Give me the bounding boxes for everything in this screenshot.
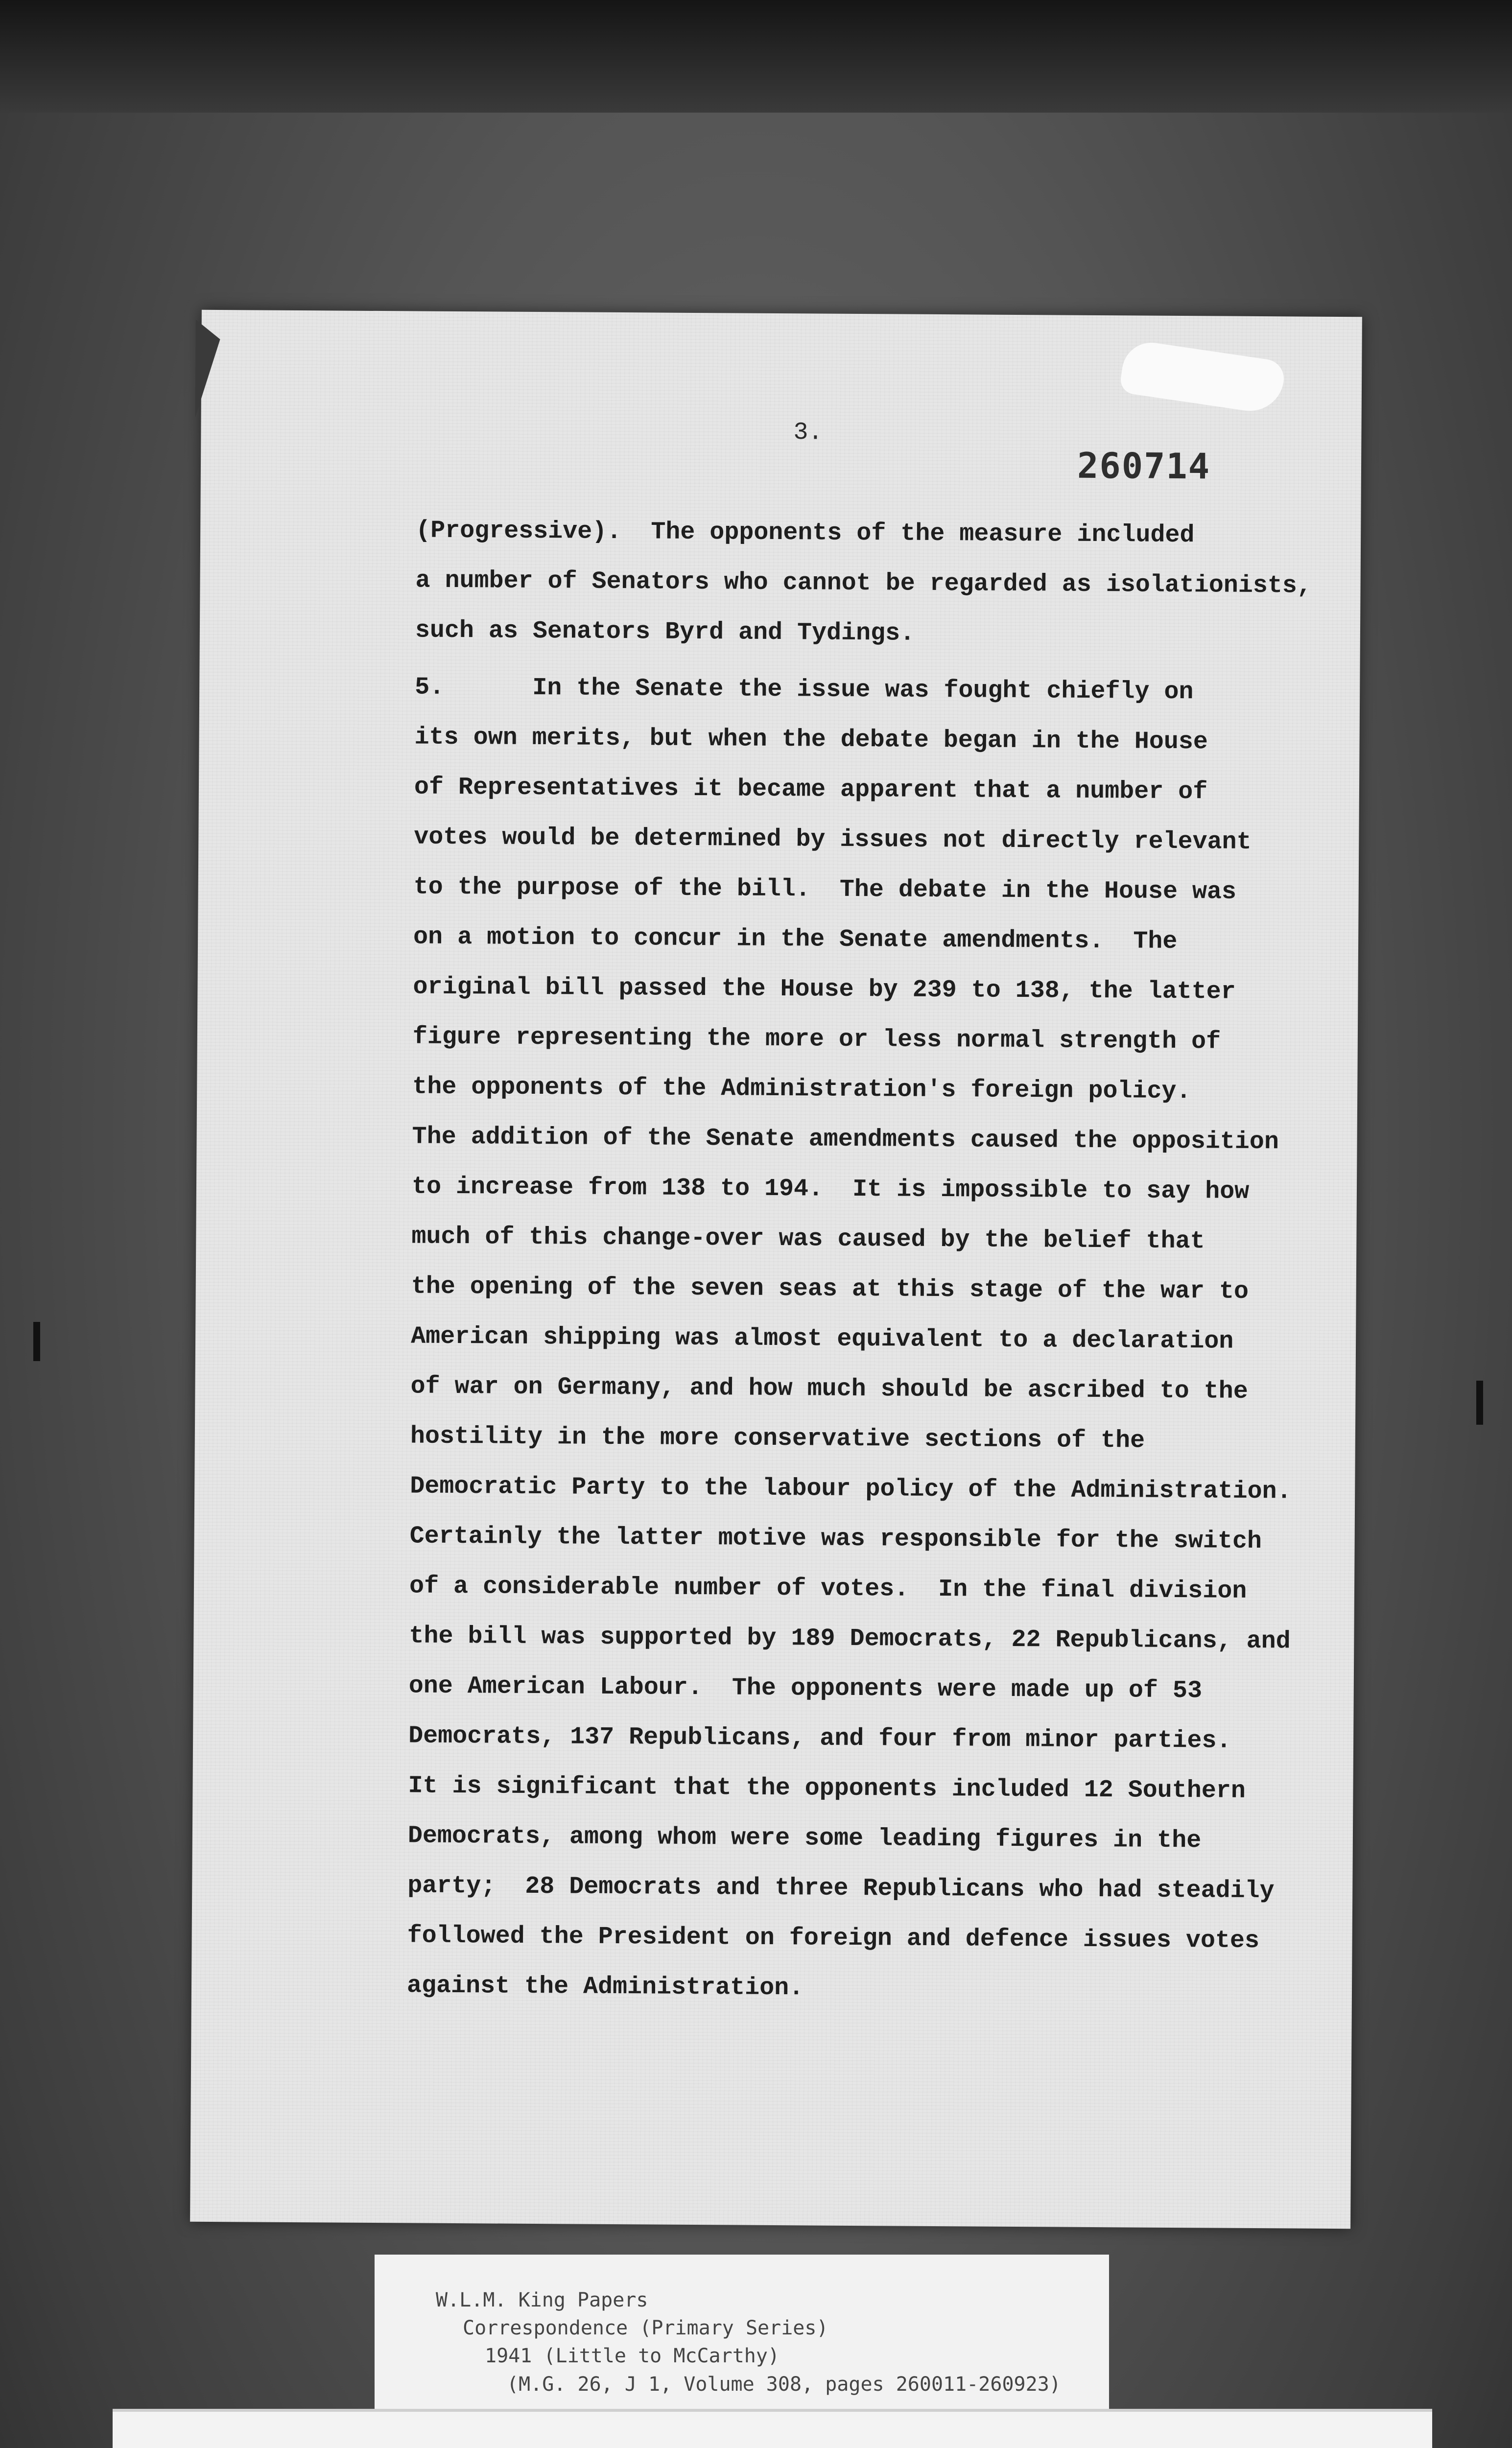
text-line: hostility in the more conservative sections of the bbox=[410, 1422, 1145, 1455]
text-line: much of this change-over was caused by the belief that bbox=[411, 1223, 1205, 1256]
text-line: votes would be determined by issues not directly relevant bbox=[414, 823, 1252, 856]
text-line: It is significant that the opponents included 12 Southern bbox=[408, 1772, 1246, 1805]
torn-corner bbox=[195, 320, 220, 418]
right-edge-mark bbox=[1476, 1381, 1483, 1425]
index-card-collection: W.L.M. King Papers bbox=[436, 2289, 648, 2311]
left-edge-mark bbox=[33, 1322, 40, 1361]
text-line: the bill was supported by 189 Democrats, 22 Republicans, and bbox=[409, 1622, 1291, 1656]
text-line: a number of Senators who cannot be regarded as isolationists, bbox=[415, 566, 1312, 600]
text-line: to increase from 138 to 194. It is impossible to say how bbox=[411, 1173, 1250, 1206]
index-card-reference: (M.G. 26, J 1, Volume 308, pages 260011-260923) bbox=[507, 2373, 1061, 2396]
page-number: 3. bbox=[793, 419, 823, 447]
text-line: party; 28 Democrats and three Republicans who had steadily bbox=[407, 1872, 1275, 1906]
text-line: The addition of the Senate amendments caused the opposition bbox=[412, 1123, 1279, 1156]
text-line: one American Labour. The opponents were made up of 53 bbox=[408, 1672, 1203, 1705]
text-line: Democrats, 137 Republicans, and four from minor parties. bbox=[408, 1722, 1231, 1755]
text-line: against the Administration. bbox=[406, 1972, 804, 2002]
text-line: American shipping was almost equivalent to a declaration bbox=[410, 1322, 1234, 1356]
text-line: 5. In the Senate the issue was fought chiefly on bbox=[415, 673, 1194, 706]
typed-body-text bbox=[407, 506, 1356, 2017]
text-line: Certainly the latter motive was responsible for the switch bbox=[409, 1522, 1262, 1556]
text-line: such as Senators Byrd and Tydings. bbox=[415, 616, 915, 648]
text-line: figure representing the more or less normal strength of bbox=[412, 1023, 1221, 1056]
text-line: Democratic Party to the labour policy of the Administration. bbox=[410, 1472, 1292, 1506]
text-line: its own merits, but when the debate began in the House bbox=[414, 723, 1208, 756]
text-line: of a considerable number of votes. In the final division bbox=[409, 1572, 1247, 1605]
text-line: to the purpose of the bill. The debate in the House was bbox=[413, 873, 1237, 906]
archive-label bbox=[113, 2409, 1432, 2448]
text-line: the opening of the seven seas at this stage of the war to bbox=[411, 1272, 1249, 1306]
text-line: original bill passed the House by 239 to 138, the latter bbox=[413, 973, 1236, 1006]
text-line: on a motion to concur in the Senate amendments. The bbox=[413, 923, 1178, 956]
text-line: followed the President on foreign and defence issues votes bbox=[407, 1922, 1260, 1955]
typed-page bbox=[190, 310, 1362, 2229]
index-card-year-range: 1941 (Little to McCarthy) bbox=[485, 2345, 780, 2367]
stamped-page-number: 260714 bbox=[1077, 445, 1211, 487]
index-card-series: Correspondence (Primary Series) bbox=[463, 2317, 828, 2339]
text-line: of Representatives it became apparent that a number of bbox=[414, 773, 1208, 806]
top-frame-band bbox=[0, 0, 1512, 113]
text-line: (Progressive). The opponents of the measure included bbox=[416, 517, 1195, 550]
text-line: the opponents of the Administration's foreign policy. bbox=[412, 1073, 1191, 1106]
text-line: Democrats, among whom were some leading figures in the bbox=[407, 1822, 1202, 1855]
text-line: of war on Germany, and how much should be ascribed to the bbox=[410, 1372, 1248, 1406]
tape-patch bbox=[1119, 339, 1286, 416]
index-card bbox=[375, 2255, 1109, 2416]
